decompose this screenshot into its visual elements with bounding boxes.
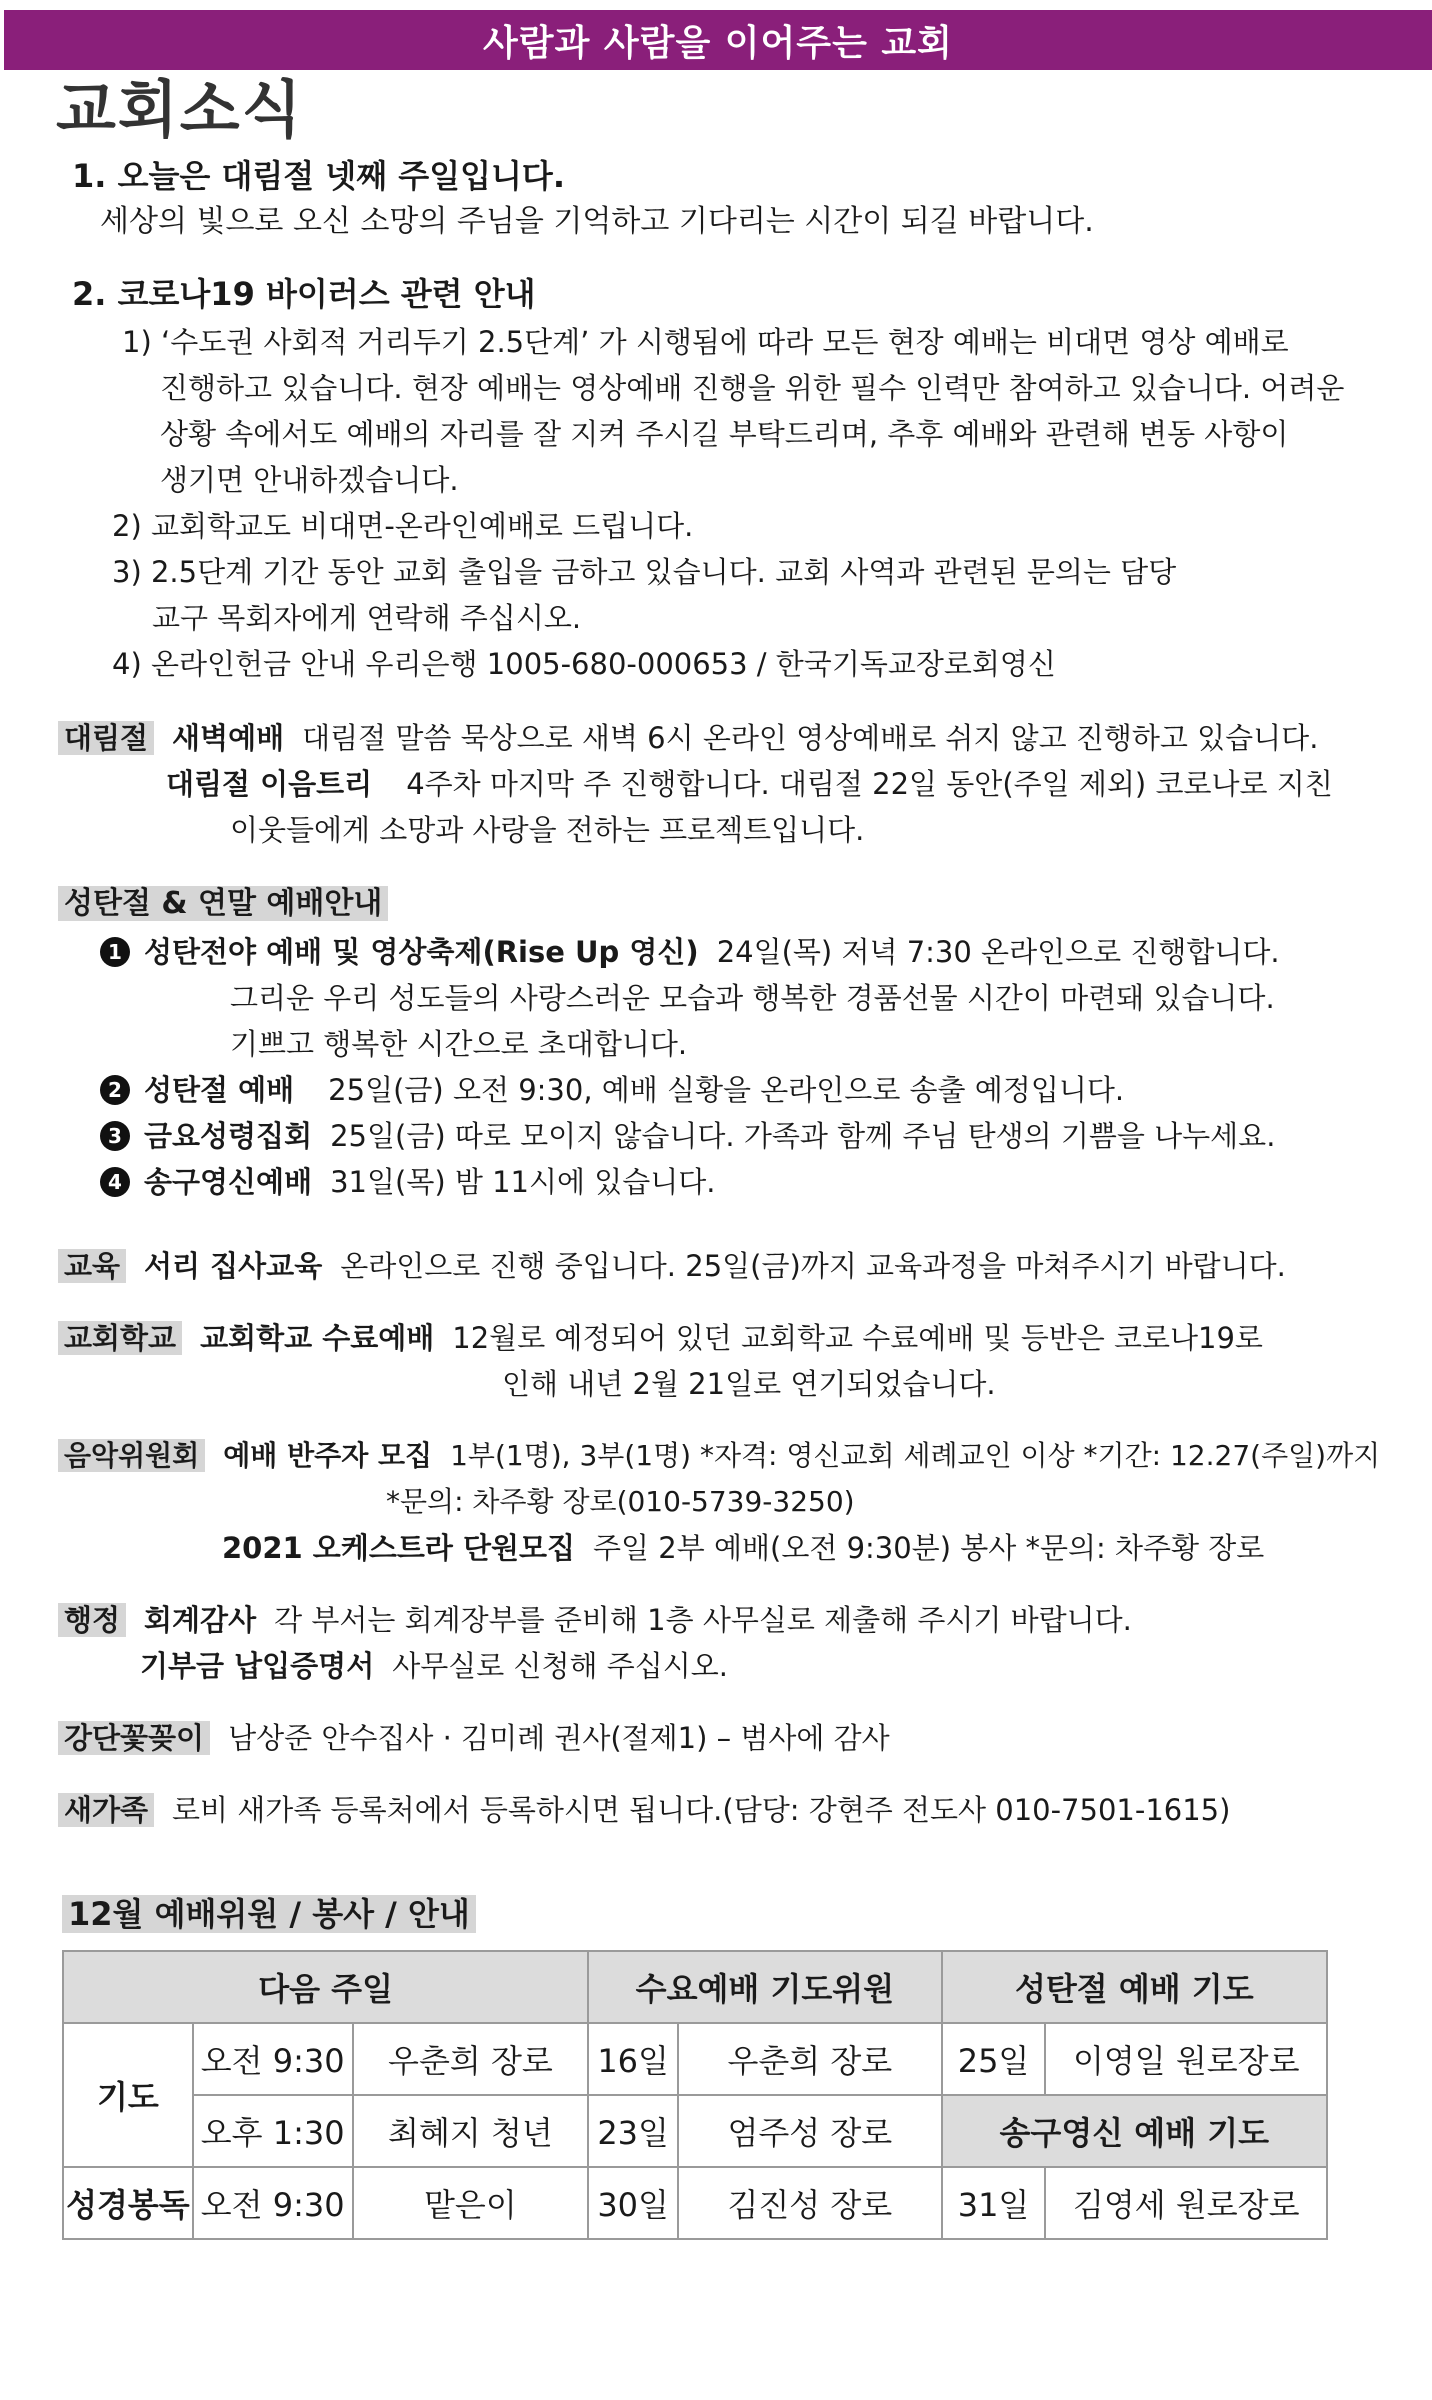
number-badge: 1 [100, 937, 130, 967]
donation-label: 기부금 납입증명서 [140, 1649, 375, 1683]
item2-4-online-offering: 4) 온라인헌금 안내 우리은행 1005-680-000653 / 한국기독교장로회영신 [112, 647, 1056, 681]
table-cell: 김진성 장로 [678, 2167, 942, 2239]
newfamily-row [58, 1790, 1230, 1830]
number-badge: 4 [100, 1167, 130, 1197]
christmas-day-label: 성탄절 예배 [144, 1073, 295, 1107]
education-label: 서리 집사교육 [144, 1249, 323, 1283]
flowers-tag: 강단꽃꽂이 [58, 1721, 210, 1755]
flowers-row [58, 1718, 890, 1758]
advent-tree-label: 대림절 이음트리 [166, 767, 373, 801]
item2-3-line2: 교구 목회자에게 연락해 주십시오. [152, 601, 582, 635]
orchestra-label: 2021 오케스트라 단원모집 [222, 1531, 576, 1565]
schedule-heading-row [62, 1894, 476, 1934]
new-year-service-row [100, 1162, 716, 1202]
table-cell: 31일 [942, 2167, 1046, 2239]
education-tag: 교육 [58, 1249, 126, 1283]
item2-heading: 2. 코로나19 바이러스 관련 안내 [72, 275, 536, 313]
number-badge: 2 [100, 1075, 130, 1105]
advent-tree-row [166, 764, 1333, 804]
table-row [63, 1951, 1327, 2023]
school-text-2: 인해 내년 2월 21일로 연기되었습니다. [502, 1367, 996, 1401]
item2-2: 2) 교회학교도 비대면-온라인예배로 드립니다. [112, 509, 694, 543]
table-cell: 우춘희 장로 [678, 2023, 942, 2095]
newfamily-tag: 새가족 [58, 1793, 154, 1827]
table-cell: 우춘희 장로 [353, 2023, 589, 2095]
advent-tree-text: 4주차 마지막 주 진행합니다. 대림절 22일 동안(주일 제외) 코로나로 지친 [406, 767, 1333, 801]
header-next-sunday: 다음 주일 [63, 1951, 588, 2023]
friday-meeting-text: 25일(금) 따로 모이지 않습니다. 가족과 함께 주님 탄생의 기쁨을 나누세요. [330, 1119, 1276, 1153]
item2-1-line1: 1) ‘수도권 사회적 거리두기 2.5단계’ 가 시행됨에 따라 모든 현장 예배는 비대면 영상 예배로 [122, 325, 1289, 359]
item1-text: 세상의 빛으로 오신 소망의 주님을 기억하고 기다리는 시간이 되길 바랍니다. [100, 204, 1094, 239]
music-tag: 음악위원회 [58, 1439, 205, 1472]
header-new-year-prayer: 송구영신 예배 기도 [942, 2095, 1327, 2167]
schedule-table [62, 1950, 1328, 2240]
table-row [63, 2095, 1327, 2167]
friday-meeting-row [100, 1116, 1275, 1156]
friday-meeting-label: 금요성령집회 [144, 1119, 313, 1153]
education-text: 온라인으로 진행 중입니다. 25일(금)까지 교육과정을 마쳐주시기 바랍니다. [340, 1249, 1286, 1283]
christmas-eve-label: 성탄전야 예배 및 영상축제(Rise Up 영신) [144, 935, 699, 969]
christmas-day-text: 25일(금) 오전 9:30, 예배 실황을 온라인으로 송출 예정입니다. [328, 1073, 1125, 1107]
number-badge: 3 [100, 1121, 130, 1151]
new-year-service-text: 31일(목) 밤 11시에 있습니다. [330, 1165, 716, 1199]
music-text: 1부(1명), 3부(1명) *자격: 영신교회 세례교인 이상 *기간: 12.27(주일)까지 [450, 1439, 1381, 1472]
item1-heading: 1. 오늘은 대림절 넷째 주일입니다. [72, 157, 565, 195]
table-row [63, 2167, 1327, 2239]
school-text: 12월로 예정되어 있던 교회학교 수료예배 및 등반은 코로나19로 [452, 1321, 1263, 1355]
dawn-service-text: 대림절 말씀 묵상으로 새벽 6시 온라인 영상예배로 쉬지 않고 진행하고 있습니다. [302, 721, 1319, 755]
table-cell: 오전 9:30 [193, 2023, 353, 2095]
bible-reading-label: 성경봉독 [63, 2167, 193, 2239]
table-cell: 최혜지 청년 [353, 2095, 589, 2167]
newfamily-text: 로비 새가족 등록처에서 등록하시면 됩니다.(담당: 강현주 전도사 010-7501-1615) [172, 1793, 1231, 1827]
table-cell: 이영일 원로장로 [1045, 2023, 1327, 2095]
flowers-text: 남상준 안수집사 · 김미례 권사(절제1) – 범사에 감사 [228, 1721, 890, 1755]
header-christmas-prayer: 성탄절 예배 기도 [942, 1951, 1327, 2023]
table-cell: 맡은이 [353, 2167, 589, 2239]
page-title: 교회소식 [56, 73, 304, 146]
schedule-heading: 12월 예배위원 / 봉사 / 안내 [62, 1895, 476, 1933]
school-row [58, 1318, 1263, 1358]
admin-tag: 행정 [58, 1603, 126, 1637]
table-cell: 오후 1:30 [193, 2095, 353, 2167]
christmas-tag: 성탄절 & 연말 예배안내 [58, 886, 388, 921]
church-slogan-banner: 사람과 사람을 이어주는 교회 [4, 10, 1432, 70]
donation-text: 사무실로 신청해 주십시오. [392, 1649, 729, 1683]
table-cell: 오전 9:30 [193, 2167, 353, 2239]
header-wednesday-prayer: 수요예배 기도위원 [588, 1951, 941, 2023]
advent-dawn-row [58, 718, 1318, 758]
audit-label: 회계감사 [144, 1603, 257, 1637]
dawn-service-label: 새벽예배 [172, 721, 285, 755]
table-cell: 30일 [588, 2167, 678, 2239]
table-cell: 김영세 원로장로 [1045, 2167, 1327, 2239]
education-row [58, 1246, 1286, 1286]
table-cell: 엄주성 장로 [678, 2095, 942, 2167]
christmas-day-row [100, 1070, 1124, 1110]
table-cell: 16일 [588, 2023, 678, 2095]
advent-tag: 대림절 [58, 721, 154, 755]
orchestra-row [222, 1528, 1264, 1568]
audit-text: 각 부서는 회계장부를 준비해 1층 사무실로 제출해 주시기 바랍니다. [274, 1603, 1132, 1637]
christmas-eve-text-3: 기쁘고 행복한 시간으로 초대합니다. [230, 1027, 688, 1061]
advent-tree-text-2: 이웃들에게 소망과 사랑을 전하는 프로젝트입니다. [230, 813, 865, 847]
christmas-section-heading [58, 884, 388, 924]
item2-3-line1: 3) 2.5단계 기간 동안 교회 출입을 금하고 있습니다. 교회 사역과 관련된 문의는 담당 [112, 555, 1177, 589]
school-label: 교회학교 수료예배 [200, 1321, 435, 1355]
donation-row [140, 1646, 728, 1686]
table-cell: 23일 [588, 2095, 678, 2167]
admin-row [58, 1600, 1132, 1640]
item2-1-line4: 생기면 안내하겠습니다. [160, 463, 459, 497]
music-text-2: *문의: 차주황 장로(010-5739-3250) [386, 1485, 855, 1518]
new-year-service-label: 송구영신예배 [144, 1165, 313, 1199]
music-label: 예배 반주자 모집 [223, 1439, 433, 1472]
christmas-eve-text-2: 그리운 우리 성도들의 사랑스러운 모습과 행복한 경품선물 시간이 마련돼 있습니다. [230, 981, 1275, 1015]
music-row [58, 1436, 1380, 1476]
table-cell: 25일 [942, 2023, 1046, 2095]
table-row [63, 2023, 1327, 2095]
school-tag: 교회학교 [58, 1321, 182, 1355]
item2-1-line2: 진행하고 있습니다. 현장 예배는 영상예배 진행을 위한 필수 인력만 참여하고 있습니다. 어려운 [160, 371, 1345, 405]
item2-1-line3: 상황 속에서도 예배의 자리를 잘 지켜 주시길 부탁드리며, 추후 예배와 관련해 변동 사항이 [160, 417, 1289, 451]
orchestra-text: 주일 2부 예배(오전 9:30분) 봉사 *문의: 차주황 장로 [593, 1531, 1265, 1565]
christmas-eve-text: 24일(목) 저녁 7:30 온라인으로 진행합니다. [716, 935, 1280, 969]
prayer-label: 기도 [63, 2023, 193, 2167]
christmas-eve-row [100, 932, 1280, 972]
